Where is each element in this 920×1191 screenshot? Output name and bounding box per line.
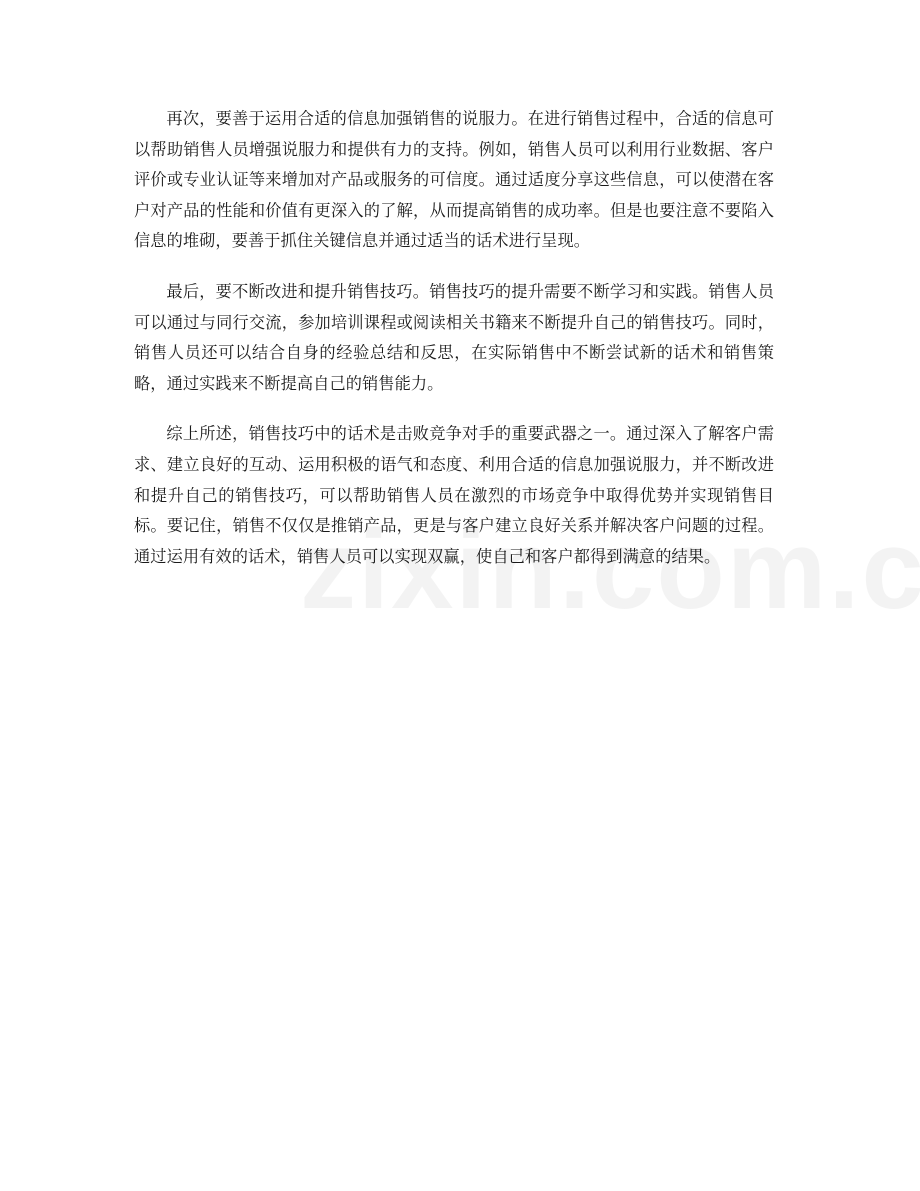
paragraph-1: 再次，要善于运用合适的信息加强销售的说服力。在进行销售过程中，合适的信息可以帮助销售人员增强说服力和提供有力的支持。例如，销售人员可以利用行业数据、客户评价或专业认证等来增加对产品或服务的可信度。通过适度分享这些信息，可以使潜在客户对产品的性能和价值有更深入的了解，从而提高销售的成功率。但是也要注意不要陷入信息的堆砌，要善于抓住关键信息并通过适当的话术进行呈现。 [134, 109, 774, 251]
paragraph-3: 综上所述，销售技巧中的话术是击败竞争对手的重要武器之一。通过深入了解客户需求、建立良好的互动、运用积极的语气和态度、利用合适的信息加强说服力，并不断改进和提升自己的销售技巧，可以帮助销售人员在激烈的市场竞争中取得优势并实现销售目标。要记住，销售不仅仅是推销产品，更是与客户建立良好关系并解决客户问题的过程。通过运用有效的话术，销售人员可以实现双赢，使自己和客户都得到满意的结果。 [134, 424, 774, 566]
document-body [134, 104, 774, 592]
paragraph-2: 最后，要不断改进和提升销售技巧。销售技巧的提升需要不断学习和实践。销售人员可以通过与同行交流，参加培训课程或阅读相关书籍来不断提升自己的销售技巧。同时，销售人员还可以结合自身的经验总结和反思，在实际销售中不断尝试新的话术和销售策略，通过实践来不断提高自己的销售能力。 [134, 281, 774, 393]
